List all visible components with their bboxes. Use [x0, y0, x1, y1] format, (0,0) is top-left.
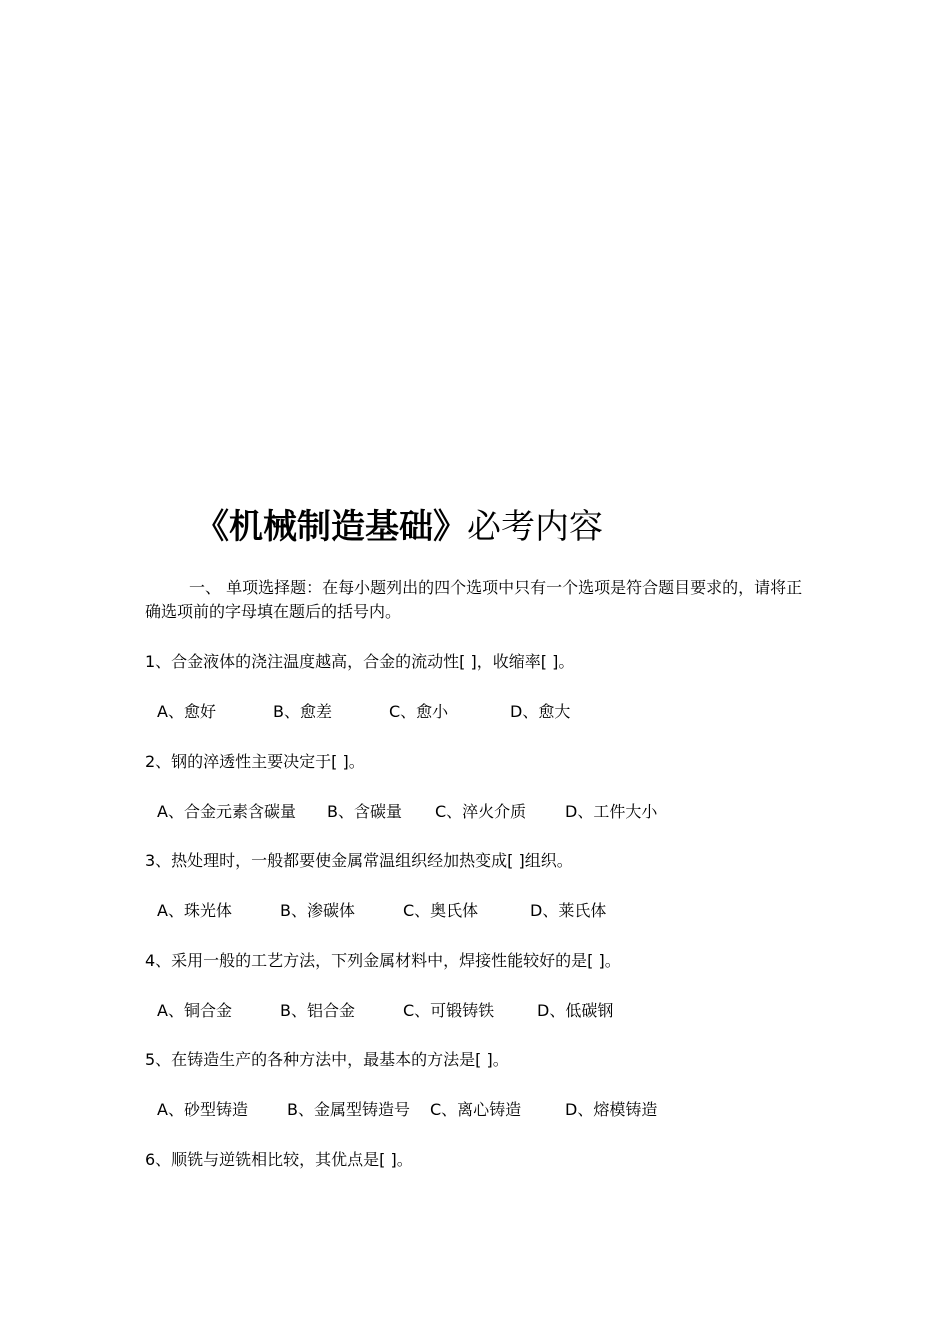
question-3: 3、热处理时，一般都要使金属常温组织经加热变成[ ]组织。	[145, 851, 573, 870]
option-c: C、奥氏体	[403, 901, 479, 920]
question-1: 1、合金液体的浇注温度越高，合金的流动性[ ]，收缩率[ ]。	[145, 652, 575, 671]
option-b: B、愈差	[273, 702, 332, 721]
option-a: A、砂型铸造	[157, 1100, 248, 1119]
option-b: B、含碳量	[327, 802, 402, 821]
option-d: D、熔模铸造	[565, 1100, 658, 1119]
title-rest: 必考内容	[467, 507, 603, 547]
option-b: B、铝合金	[280, 1001, 355, 1020]
option-a: A、合金元素含碳量	[157, 802, 296, 821]
option-d: D、工件大小	[565, 802, 658, 821]
document-title	[195, 505, 603, 549]
option-d: D、莱氏体	[530, 901, 607, 920]
option-a: A、愈好	[157, 702, 216, 721]
option-b: B、金属型铸造号	[287, 1100, 410, 1119]
question-4: 4、采用一般的工艺方法，下列金属材料中，焊接性能较好的是[ ]。	[145, 951, 621, 970]
question-6: 6、顺铣与逆铣相比较，其优点是[ ]。	[145, 1150, 413, 1169]
question-5: 5、在铸造生产的各种方法中，最基本的方法是[ ]。	[145, 1050, 509, 1069]
title-bold: 《机械制造基础》	[195, 507, 467, 547]
option-a: A、珠光体	[157, 901, 232, 920]
option-a: A、铜合金	[157, 1001, 232, 1020]
section-intro: 一、 单项选择题：在每小题列出的四个选项中只有一个选项是符合题目要求的，请将正确选项前的字母填在题后的括号内。	[145, 578, 803, 621]
question-2: 2、钢的淬透性主要决定于[ ]。	[145, 752, 365, 771]
option-b: B、渗碳体	[280, 901, 355, 920]
option-c: C、可锻铸铁	[403, 1001, 495, 1020]
option-d: D、愈大	[510, 702, 571, 721]
option-c: C、淬火介质	[435, 802, 527, 821]
option-c: C、离心铸造	[430, 1100, 522, 1119]
option-c: C、愈小	[389, 702, 449, 721]
option-d: D、低碳钢	[537, 1001, 614, 1020]
